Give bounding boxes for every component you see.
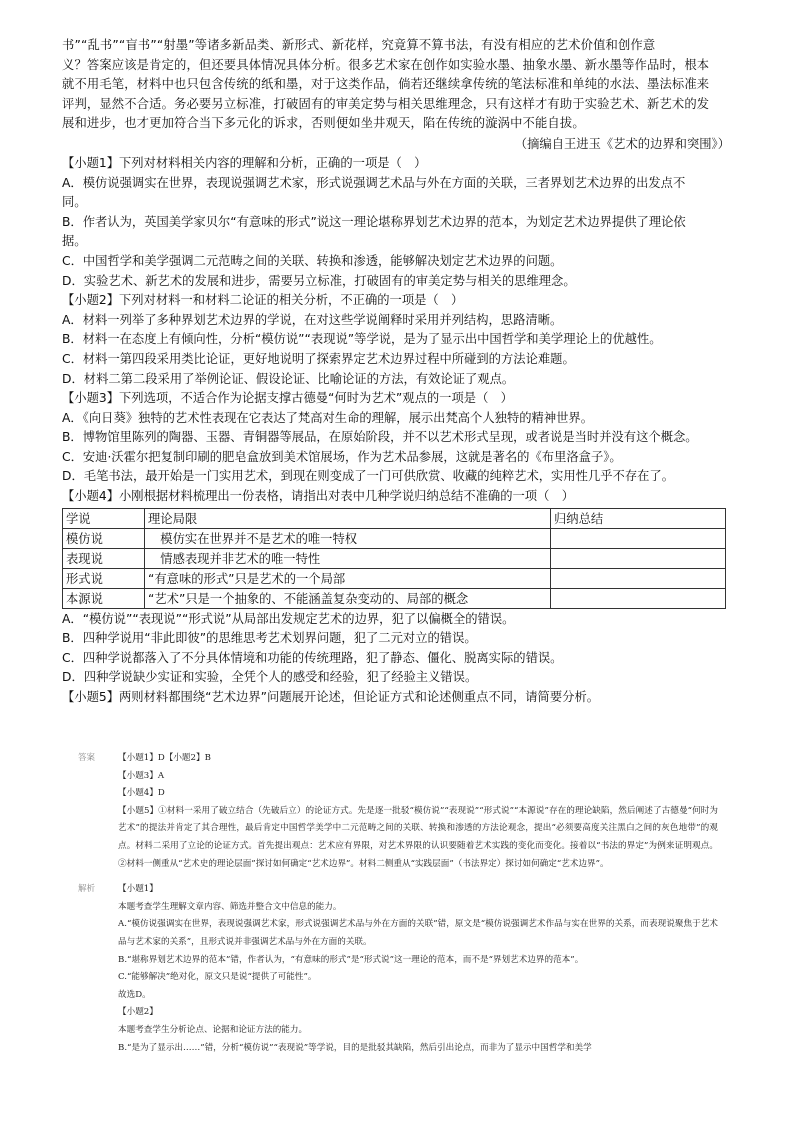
question-4 [62, 487, 730, 688]
analysis-line: A.“模仿说强调实在世界，表现说强调艺术家，形式说强调艺术品与外在方面的关联”错，原文是“模仿说强调艺术作品与实在世界的关系，而表现说聚焦于艺术品与艺术家的关系”，且形式说并非强调艺术品与外在方面的关联。 [118, 919, 718, 947]
passage-line: 展和进步，也才更加符合当下多元化的诉求，否则便如坐井观天，陷在传统的漩涡中不能自拔。 [62, 116, 585, 131]
option-line: A．《向日葵》独特的艺术性表现在它表达了梵高对生命的理解，展示出梵高个人独特的精神世界。 [62, 410, 594, 425]
option-line: A．材料一列举了多种界划艺术边界的学说，在对这些学说阐释时采用并列结构，思路清晰。 [62, 312, 563, 327]
option-line: A．模仿说强调实在世界，表现说强调艺术家，形式说强调艺术品与外在方面的关联，三者界划艺术边界的出发点不 [62, 175, 686, 190]
answer-line: 【小题5】①材料一采用了破立结合（先破后立）的论证方式。先是逐一批驳“模仿说”“表现说”“形式说”“本源说”存在的理论缺陷，然后阐述了古德曼“何时为艺术”的提法并肯定了其合理性，最后肯定中国哲学美学中二元范畴之间的关联、转换和渗透的方法论观念，提出“必须要高度关注黑白之间的灰色地带”的观点。材料二采用了立论的论证方式。首先提出观点：艺术应有界限，对艺术界限的认识要随着艺术实践的变化而变化。接着以“书法的界定”为例来证明观点。②材料一侧重从“艺术史的理论层面”探讨如何确定“艺术边界”。材料二侧重从“实践层面”（书法界定）探讨如何确定“艺术边界”。 [118, 805, 718, 869]
table-cell: 模仿说 [63, 528, 145, 548]
table-cell: 表现说 [63, 548, 145, 568]
question-3 [62, 389, 730, 487]
option-line: C．四种学说都落入了不分具体情境和功能的传统理路，犯了静态、僵化、脱离实际的错误。 [62, 650, 563, 665]
analysis-line: 【小题2】 [118, 1007, 158, 1018]
table-cell [551, 528, 726, 548]
table-cell [551, 568, 726, 588]
answer-analysis-section [78, 750, 718, 1057]
analysis-block [78, 881, 718, 1057]
analysis-line: 【小题1】 [118, 884, 158, 895]
question-1 [62, 154, 730, 291]
option-line: D．材料二第二段采用了举例论证、假设论证、比喻论证的方法，有效论证了观点。 [62, 371, 515, 386]
table-row [63, 588, 726, 608]
answer-line: 【小题1】D【小题2】B [118, 753, 211, 763]
passage [62, 36, 730, 134]
option-line: D．实验艺术、新艺术的发展和进步，需要另立标准，打破固有的审美定势与相关的思维理念。 [62, 273, 576, 288]
answer-label: 答案 [78, 753, 96, 763]
option-line: B．博物馆里陈列的陶器、玉器、青铜器等展品，在原始阶段，并不以艺术形式呈现，或者说是当时并没有这个概念。 [62, 430, 698, 445]
option-line: C．安迪·沃霍尔把复制印刷的肥皂盒放到美术馆展场，作为艺术品参展，这就是著名的《布里洛盒子》。 [62, 449, 622, 464]
table-cell [551, 588, 726, 608]
analysis-line: C.“能够解决”绝对化，原文只是说“提供了可能性”。 [118, 972, 317, 983]
table-cell: “艺术”只是一个抽象的、不能涵盖复杂变动的、局部的概念 [145, 588, 551, 608]
option-line: B．四种学说用“非此即彼”的思维思考艺术划界问题，犯了二元对立的错误。 [62, 631, 477, 646]
theory-table [62, 508, 726, 609]
option-line: 据。 [62, 234, 87, 249]
analysis-line: 本题考查学生分析论点、论据和论证方法的能力。 [118, 1024, 308, 1035]
question-stem: 【小题3】下列选项，不适合作为论据支撑古德曼“何时为艺术”观点的一项是（ ） [62, 391, 513, 406]
passage-line: 义？答案应该是肯定的，但还要具体情况具体分析。很多艺术家在创作如实验水墨、抽象水墨、新水墨等作品时，根本 [62, 57, 710, 72]
table-header-cell: 理论局限 [145, 508, 551, 528]
question-stem: 【小题1】下列对材料相关内容的理解和分析，正确的一项是（ ） [62, 155, 427, 170]
option-line: B．作者认为，英国美学家贝尔“有意味的形式”说这一理论堪称界划艺术边界的范本，为划定艺术边界提供了理论依 [62, 214, 686, 229]
table-row [63, 528, 726, 548]
answer-body [118, 750, 718, 873]
passage-line: 评判，显然不合适。务必要另立标准，打破固有的审美定势与相关思维理念，只有这样才有助于实验艺术、新艺术的发 [62, 96, 710, 111]
table-cell: 情感表现并非艺术的唯一特性 [145, 548, 551, 568]
passage-line: 书”“乱书”“盲书”“射墨”等诸多新品类、新形式、新花样，究竟算不算书法，有没有相应的艺术价值和创作意 [62, 38, 656, 52]
table-row [63, 548, 726, 568]
passage-line: 就不用毛笔，材料中也只包含传统的纸和墨，对于这类作品，倘若还继续拿传统的笔法标准和单纯的水法、墨法标准来 [62, 77, 710, 92]
question-5-stem: 【小题5】两则材料都围绕“艺术边界”问题展开论述，但论证方式和论述侧重点不同，请简要分析。 [62, 690, 600, 705]
source-citation: （摘编自王进玉《艺术的边界和突围》） [514, 136, 730, 151]
table-cell: 模仿实在世界并不是艺术的唯一特权 [145, 528, 551, 548]
answer-block [78, 750, 718, 873]
table-row [63, 568, 726, 588]
question-stem: 【小题2】下列对材料一和材料二论证的相关分析，不正确的一项是（ ） [62, 293, 464, 308]
option-line: D．毛笔书法，最开始是一门实用艺术，到现在则变成了一门可供欣赏、收藏的纯粹艺术，实用性几乎不存在了。 [62, 469, 675, 484]
analysis-body [118, 881, 718, 1057]
question-2 [62, 291, 730, 389]
answer-line: 【小题3】A [118, 770, 165, 781]
table-header-cell: 学说 [63, 508, 145, 528]
table-cell [551, 548, 726, 568]
question-stem: 【小题4】小刚根据材料梳理出一份表格，请指出对表中几种学说归纳总结不准确的一项（ ） [62, 489, 574, 504]
option-line: D．四种学说缺少实证和实验，全凭个人的感受和经验，犯了经验主义错误。 [62, 670, 478, 685]
analysis-label: 解析 [78, 884, 96, 895]
document-body [62, 36, 730, 708]
analysis-line: 本题考查学生理解文章内容、筛选并整合文中信息的能力。 [118, 901, 342, 912]
analysis-line: B.“是为了显示出……”错，分析“模仿说”“表现说”等学说，目的是批驳其缺陷，然后引出论点，而非为了显示中国哲学和美学 [118, 1042, 592, 1053]
option-line: 同。 [62, 195, 87, 210]
option-line: C．中国哲学和美学强调二元范畴之间的关联、转换和渗透，能够解决划定艺术边界的问题。 [62, 253, 563, 268]
option-line: B．材料一在态度上有倾向性，分析“模仿说”“表现说”等学说，是为了显示出中国哲学和美学理论上的优越性。 [62, 332, 662, 347]
table-header-row [63, 508, 726, 528]
table-cell: “有意味的形式”只是艺术的一个局部 [145, 568, 551, 588]
analysis-line: B.“堪称界划艺术边界的范本”错，作者认为，“有意味的形式”是“形式说”这一理论的范本，而不是“界划艺术边界的范本”。 [118, 954, 584, 965]
option-line: A．“模仿说”“表现说”“形式说”从局部出发规定艺术的边界，犯了以偏概全的错误。 [62, 611, 515, 626]
table-cell: 本源说 [63, 588, 145, 608]
table-header-cell: 归纳总结 [551, 508, 726, 528]
answer-line: 【小题4】D [118, 788, 165, 799]
analysis-line: 故选D。 [118, 989, 151, 1000]
option-line: C．材料一第四段采用类比论证，更好地说明了探索界定艺术边界过程中所碰到的方法论难题。 [62, 351, 575, 366]
table-cell: 形式说 [63, 568, 145, 588]
